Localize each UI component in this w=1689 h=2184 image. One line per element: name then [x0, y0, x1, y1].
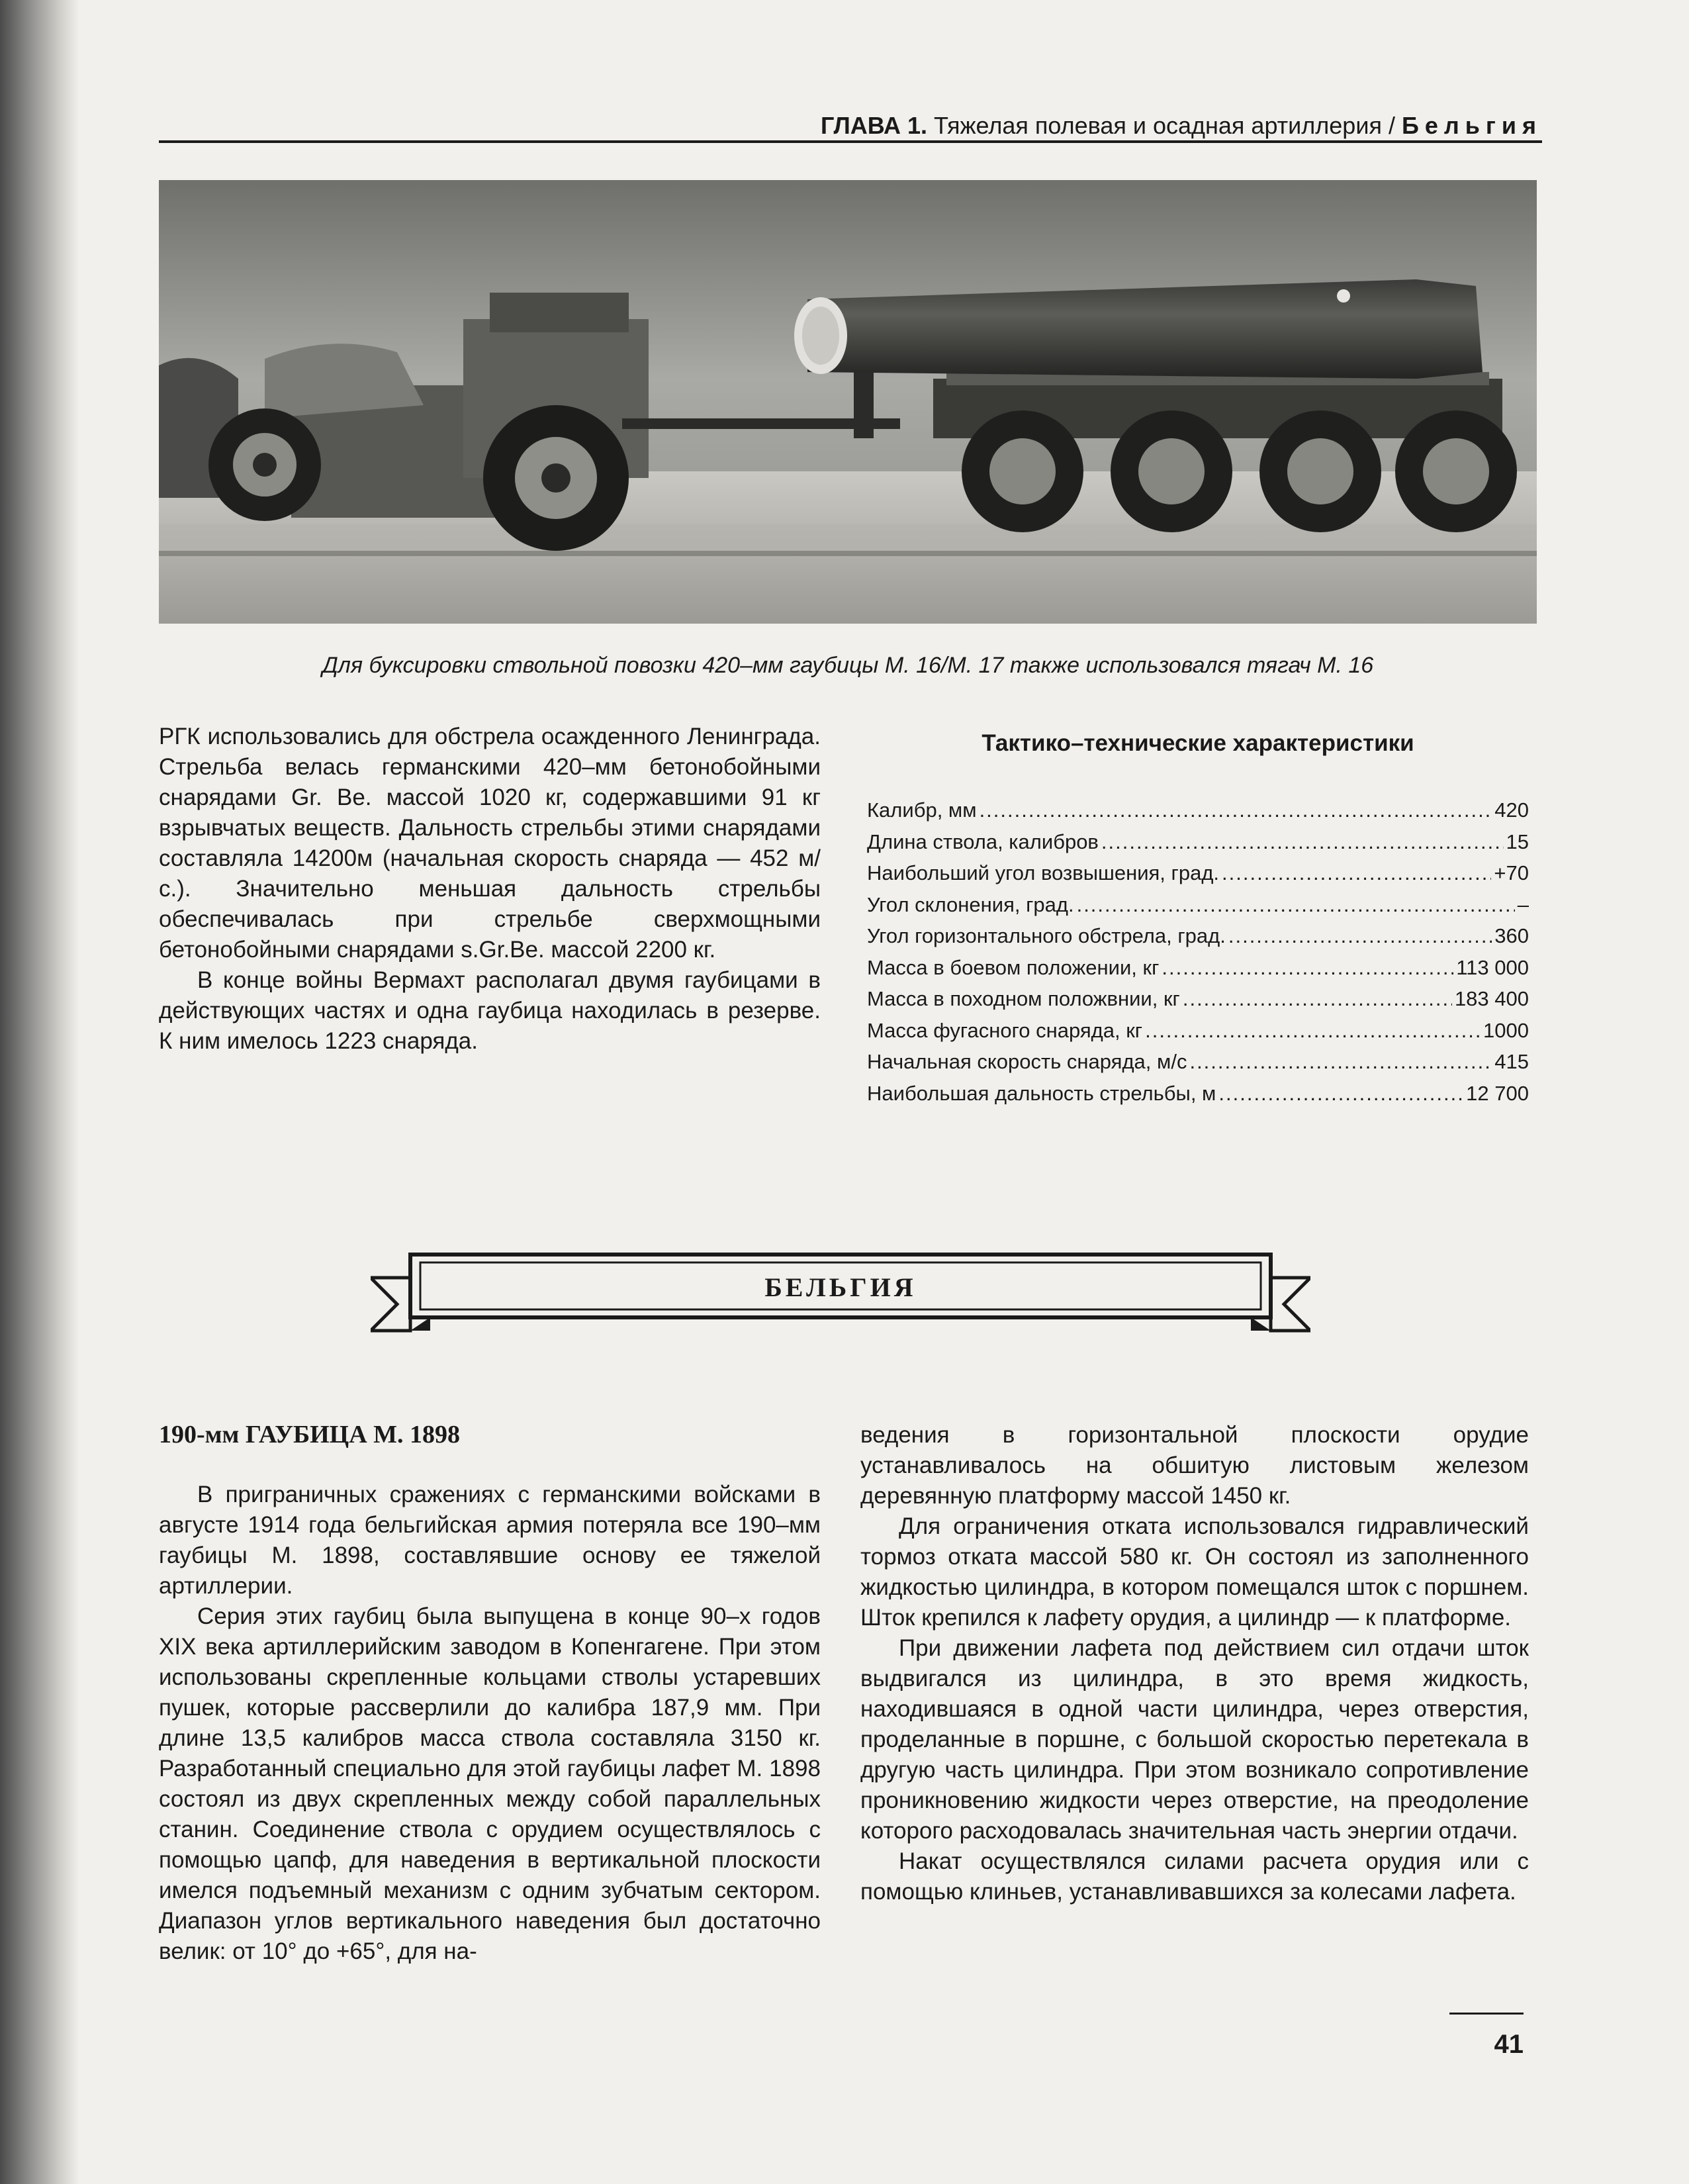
spec-value: 15	[1506, 830, 1529, 853]
spec-row	[867, 952, 1529, 984]
spec-row	[867, 983, 1529, 1015]
spec-label: Длина ствола, калибров	[867, 830, 1099, 853]
spec-row	[867, 794, 1529, 826]
paragraph: ведения в горизонтальной плоскости орудие устанавливалось на обшитую листовым железом деревянную платформу массой 1450 кг.	[860, 1422, 1529, 1509]
spec-value: 183 400	[1454, 987, 1529, 1010]
spec-value: +70	[1494, 861, 1529, 884]
paragraph: При движении лафета под действием сил отдачи шток выдвигался из цилиндра, в это время жидкость, находившаяся в одной части цилиндра, через отверстия, проделанные в поршне, с большой скоростью перетекала в другую часть цилиндра. При этом возникало сопротивление проникновению жидкости через отверстие, на преодоление которого расходовалась значительная часть энергии отдачи.	[860, 1635, 1529, 1844]
spec-value: 1000	[1483, 1018, 1529, 1042]
section-heading: 190-мм ГАУБИЦА М. 1898	[159, 1421, 460, 1448]
spec-label: Масса в боевом положении, кг	[867, 955, 1160, 979]
page-number: 41	[1494, 2030, 1524, 2059]
spec-row	[867, 857, 1529, 889]
folio-rule	[1449, 2013, 1524, 2015]
photo-caption: Для буксировки ствольной повозки 420–мм гаубицы М. 16/М. 17 также использовался тягач М. 16	[322, 653, 1374, 678]
running-header	[159, 109, 1542, 142]
photo-tractor-and-barrel-carriage	[159, 180, 1537, 624]
spec-value: 415	[1494, 1050, 1529, 1073]
spec-value: –	[1517, 892, 1529, 916]
spec-row	[867, 889, 1529, 921]
header-chapter: ГЛАВА 1.	[820, 112, 927, 139]
spec-label: Масса в походном положвнии, кг	[867, 987, 1180, 1010]
spec-value: 420	[1494, 798, 1529, 822]
header-country: Бельгия	[1401, 112, 1542, 139]
spec-label: Наибольший угол возвышения, град.	[867, 861, 1220, 884]
left-column-bottom	[159, 1480, 821, 1967]
paragraph: Накат осуществлялся силами расчета орудия или с помощью клиньев, устанавливавшихся за колесами лафета.	[860, 1848, 1529, 1905]
spec-value: 113 000	[1456, 955, 1529, 979]
spec-row	[867, 826, 1529, 858]
header-title: Тяжелая полевая и осадная артиллерия /	[933, 112, 1395, 139]
paragraph: РГК использовались для обстрела осажденного Ленинграда. Стрельба велась германскими 420–мм бетонобойными снарядами Gr. Be. массой 1020 кг, содержавшими 91 кг взрывчатых веществ. Дальность стрельбы этими снарядами составляла 14200м (начальная скорость снаряда — 452 м/с.). Значительно меньшая дальность стрельбы обеспечивалась при стрельбе сверхмощными бетонобойными снарядами s.Gr.Be. массой 2200 кг.	[159, 724, 821, 963]
spec-value: 12 700	[1466, 1081, 1529, 1105]
spec-value: 360	[1494, 924, 1529, 947]
right-column-bottom	[860, 1420, 1529, 1907]
specs-title: Тактико–технические характеристики	[981, 730, 1414, 756]
spec-label: Масса фугасного снаряда, кг	[867, 1018, 1143, 1042]
spec-row	[867, 1078, 1529, 1110]
specs-table	[867, 794, 1529, 1109]
spec-label: Наибольшая дальность стрельбы, м	[867, 1081, 1216, 1105]
spec-row	[867, 1015, 1529, 1047]
binding-shadow	[0, 0, 79, 2184]
spec-label: Угол горизонтального обстрела, град.	[867, 924, 1226, 947]
spec-label: Начальная скорость снаряда, м/с	[867, 1050, 1187, 1073]
left-column-top	[159, 722, 821, 1057]
header-rule	[159, 140, 1542, 143]
spec-label: Калибр, мм	[867, 798, 977, 822]
spec-row	[867, 920, 1529, 952]
section-banner-title: БЕЛЬГИЯ	[764, 1272, 917, 1302]
paragraph: Серия этих гаубиц была выпущена в конце 90–х годов XIX века артиллерийским заводом в Копенгагене. При этом использованы скрепленные кольцами стволы устаревших пушек, которые рассверлили до калибра 187,9 мм. При длине 13,5 калибров масса ствола составляла 3150 кг. Разработанный специально для этой гаубицы лафет М. 1898 состоял из двух скрепленных между собой параллельных станин. Соединение ствола с орудием осуществлялось с помощью цапф, для наведения в вертикальной плоскости имелся подъемный механизм с одним зубчатым сектором. Диапазон углов вертикального наведения был достаточно велик: от 10° до +65°, для на-	[159, 1603, 821, 1964]
paragraph: В конце войны Вермахт располагал двумя гаубицами в действующих частях и одна гаубица находилась в резерве. К ним имелось 1223 снаряда.	[159, 967, 821, 1054]
paragraph: В приграничных сражениях с германскими войсками в августе 1914 года бельгийская армия потеряла все 190–мм гаубицы М. 1898, составлявшие основу ее тяжелой артиллерии.	[159, 1482, 821, 1599]
spec-row	[867, 1046, 1529, 1078]
paragraph: Для ограничения отката использовался гидравлический тормоз отката массой 580 кг. Он состоял из заполненного жидкостью цилиндра, в котором помещался шток с поршнем. Шток крепился к лафету орудия, а цилиндр — к платформе.	[860, 1513, 1529, 1631]
spec-label: Угол склонения, град.	[867, 892, 1074, 916]
